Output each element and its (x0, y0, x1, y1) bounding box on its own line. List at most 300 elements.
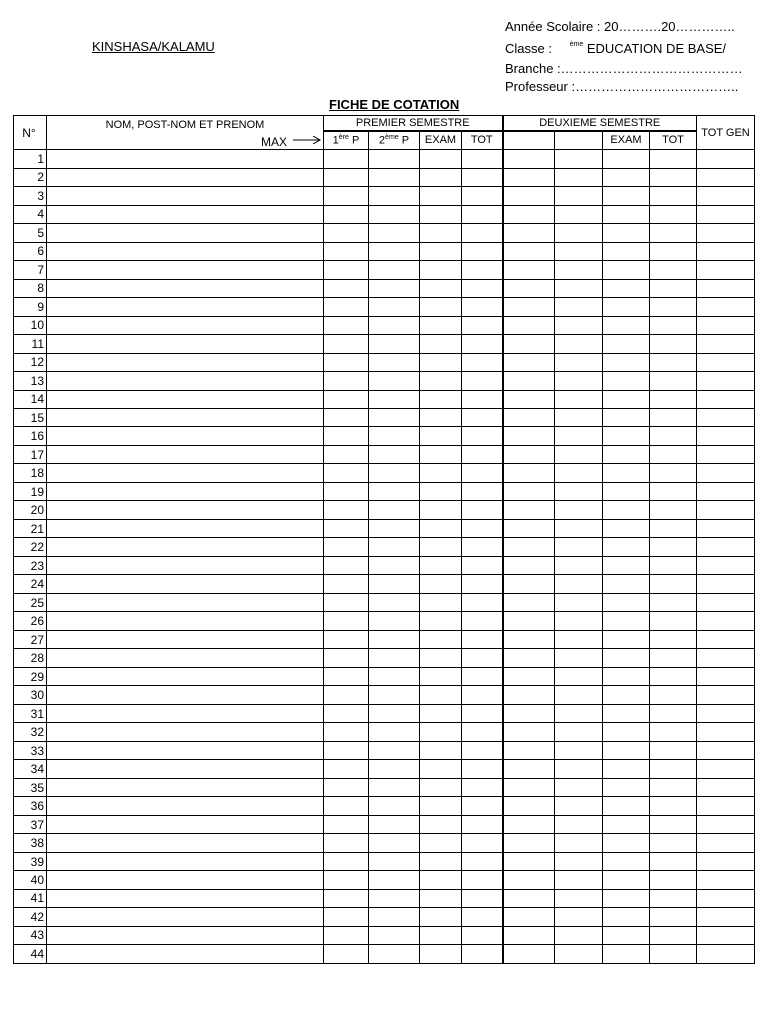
grade-cell[interactable] (555, 445, 603, 464)
grade-cell[interactable] (603, 686, 650, 704)
grade-cell[interactable] (324, 501, 369, 519)
grade-cell[interactable] (462, 205, 503, 223)
grade-cell[interactable] (603, 445, 650, 464)
grade-cell[interactable] (420, 390, 462, 408)
grade-cell[interactable] (420, 908, 462, 926)
grade-cell[interactable] (369, 242, 420, 260)
grade-cell[interactable] (369, 519, 420, 538)
grade-cell[interactable] (369, 871, 420, 889)
student-name-cell[interactable] (47, 686, 324, 704)
grade-cell[interactable] (503, 464, 555, 482)
grade-cell[interactable] (555, 797, 603, 815)
grade-cell[interactable] (603, 908, 650, 926)
grade-cell[interactable] (420, 316, 462, 334)
grade-cell[interactable] (369, 667, 420, 686)
grade-cell[interactable] (369, 316, 420, 334)
grade-cell[interactable] (324, 242, 369, 260)
grade-cell[interactable] (555, 242, 603, 260)
grade-cell[interactable] (369, 353, 420, 371)
grade-cell[interactable] (462, 778, 503, 797)
grade-cell[interactable] (503, 168, 555, 186)
grade-cell[interactable] (555, 408, 603, 427)
grade-cell[interactable] (369, 778, 420, 797)
grade-cell[interactable] (555, 852, 603, 871)
grade-cell[interactable] (603, 390, 650, 408)
grade-cell[interactable] (650, 371, 697, 390)
grade-cell[interactable] (555, 908, 603, 926)
student-name-cell[interactable] (47, 908, 324, 926)
grade-cell[interactable] (555, 390, 603, 408)
student-name-cell[interactable] (47, 575, 324, 593)
grade-cell[interactable] (369, 723, 420, 741)
grade-cell[interactable] (420, 186, 462, 205)
grade-cell[interactable] (503, 297, 555, 316)
grade-cell[interactable] (369, 815, 420, 834)
grade-cell[interactable] (603, 538, 650, 556)
grade-cell[interactable] (324, 186, 369, 205)
grade-cell[interactable] (603, 371, 650, 390)
grade-cell[interactable] (462, 704, 503, 723)
student-name-cell[interactable] (47, 889, 324, 908)
student-name-cell[interactable] (47, 852, 324, 871)
grade-cell[interactable] (697, 223, 755, 242)
grade-cell[interactable] (555, 186, 603, 205)
grade-cell[interactable] (503, 889, 555, 908)
grade-cell[interactable] (420, 205, 462, 223)
grade-cell[interactable] (503, 427, 555, 445)
grade-cell[interactable] (462, 630, 503, 649)
grade-cell[interactable] (503, 334, 555, 353)
grade-cell[interactable] (555, 353, 603, 371)
grade-cell[interactable] (650, 871, 697, 889)
grade-cell[interactable] (369, 593, 420, 612)
grade-cell[interactable] (462, 593, 503, 612)
grade-cell[interactable] (555, 649, 603, 667)
grade-cell[interactable] (650, 519, 697, 538)
grade-cell[interactable] (324, 778, 369, 797)
grade-cell[interactable] (603, 168, 650, 186)
grade-cell[interactable] (420, 371, 462, 390)
student-name-cell[interactable] (47, 205, 324, 223)
grade-cell[interactable] (369, 760, 420, 778)
grade-cell[interactable] (462, 797, 503, 815)
grade-cell[interactable] (503, 205, 555, 223)
grade-cell[interactable] (503, 797, 555, 815)
grade-cell[interactable] (503, 908, 555, 926)
grade-cell[interactable] (555, 482, 603, 501)
grade-cell[interactable] (603, 186, 650, 205)
grade-cell[interactable] (650, 186, 697, 205)
grade-cell[interactable] (697, 538, 755, 556)
grade-cell[interactable] (603, 205, 650, 223)
grade-cell[interactable] (697, 889, 755, 908)
grade-cell[interactable] (697, 519, 755, 538)
grade-cell[interactable] (650, 649, 697, 667)
grade-cell[interactable] (650, 427, 697, 445)
grade-cell[interactable] (697, 242, 755, 260)
grade-cell[interactable] (503, 279, 555, 297)
grade-cell[interactable] (555, 556, 603, 575)
grade-cell[interactable] (369, 279, 420, 297)
grade-cell[interactable] (462, 445, 503, 464)
grade-cell[interactable] (697, 482, 755, 501)
grade-cell[interactable] (369, 649, 420, 667)
grade-cell[interactable] (420, 889, 462, 908)
grade-cell[interactable] (555, 686, 603, 704)
grade-cell[interactable] (369, 834, 420, 852)
grade-cell[interactable] (697, 667, 755, 686)
grade-cell[interactable] (555, 778, 603, 797)
grade-cell[interactable] (503, 945, 555, 963)
grade-cell[interactable] (555, 205, 603, 223)
grade-cell[interactable] (324, 945, 369, 963)
student-name-cell[interactable] (47, 427, 324, 445)
grade-cell[interactable] (462, 908, 503, 926)
grade-cell[interactable] (697, 630, 755, 649)
grade-cell[interactable] (324, 353, 369, 371)
grade-cell[interactable] (697, 575, 755, 593)
grade-cell[interactable] (650, 889, 697, 908)
grade-cell[interactable] (324, 390, 369, 408)
grade-cell[interactable] (324, 926, 369, 945)
grade-cell[interactable] (555, 889, 603, 908)
grade-cell[interactable] (420, 667, 462, 686)
student-name-cell[interactable] (47, 353, 324, 371)
grade-cell[interactable] (697, 408, 755, 427)
grade-cell[interactable] (650, 778, 697, 797)
grade-cell[interactable] (503, 316, 555, 334)
grade-cell[interactable] (462, 353, 503, 371)
student-name-cell[interactable] (47, 723, 324, 741)
grade-cell[interactable] (369, 408, 420, 427)
grade-cell[interactable] (503, 501, 555, 519)
student-name-cell[interactable] (47, 150, 324, 169)
grade-cell[interactable] (503, 649, 555, 667)
grade-cell[interactable] (369, 223, 420, 242)
grade-cell[interactable] (369, 390, 420, 408)
grade-cell[interactable] (369, 186, 420, 205)
grade-cell[interactable] (462, 482, 503, 501)
grade-cell[interactable] (420, 501, 462, 519)
grade-cell[interactable] (462, 612, 503, 630)
grade-cell[interactable] (697, 723, 755, 741)
student-name-cell[interactable] (47, 945, 324, 963)
grade-cell[interactable] (650, 612, 697, 630)
grade-cell[interactable] (650, 353, 697, 371)
grade-cell[interactable] (650, 390, 697, 408)
grade-cell[interactable] (420, 704, 462, 723)
grade-cell[interactable] (462, 242, 503, 260)
grade-cell[interactable] (603, 427, 650, 445)
grade-cell[interactable] (462, 371, 503, 390)
grade-cell[interactable] (369, 852, 420, 871)
grade-cell[interactable] (462, 186, 503, 205)
grade-cell[interactable] (420, 427, 462, 445)
grade-cell[interactable] (697, 445, 755, 464)
grade-cell[interactable] (697, 390, 755, 408)
grade-cell[interactable] (369, 427, 420, 445)
grade-cell[interactable] (503, 852, 555, 871)
grade-cell[interactable] (324, 704, 369, 723)
grade-cell[interactable] (650, 297, 697, 316)
grade-cell[interactable] (462, 408, 503, 427)
grade-cell[interactable] (697, 797, 755, 815)
grade-cell[interactable] (462, 150, 503, 169)
grade-cell[interactable] (420, 593, 462, 612)
grade-cell[interactable] (555, 741, 603, 760)
grade-cell[interactable] (420, 279, 462, 297)
grade-cell[interactable] (420, 353, 462, 371)
grade-cell[interactable] (650, 667, 697, 686)
grade-cell[interactable] (462, 575, 503, 593)
grade-cell[interactable] (697, 501, 755, 519)
student-name-cell[interactable] (47, 760, 324, 778)
grade-cell[interactable] (697, 686, 755, 704)
grade-cell[interactable] (650, 279, 697, 297)
grade-cell[interactable] (555, 279, 603, 297)
grade-cell[interactable] (555, 464, 603, 482)
grade-cell[interactable] (555, 538, 603, 556)
grade-cell[interactable] (462, 852, 503, 871)
grade-cell[interactable] (697, 760, 755, 778)
grade-cell[interactable] (503, 260, 555, 279)
grade-cell[interactable] (462, 815, 503, 834)
grade-cell[interactable] (324, 686, 369, 704)
grade-cell[interactable] (462, 538, 503, 556)
student-name-cell[interactable] (47, 390, 324, 408)
grade-cell[interactable] (555, 150, 603, 169)
grade-cell[interactable] (503, 538, 555, 556)
grade-cell[interactable] (697, 704, 755, 723)
grade-cell[interactable] (462, 834, 503, 852)
grade-cell[interactable] (324, 445, 369, 464)
grade-cell[interactable] (420, 871, 462, 889)
grade-cell[interactable] (650, 168, 697, 186)
grade-cell[interactable] (555, 593, 603, 612)
grade-cell[interactable] (555, 575, 603, 593)
grade-cell[interactable] (503, 612, 555, 630)
grade-cell[interactable] (324, 279, 369, 297)
grade-cell[interactable] (369, 686, 420, 704)
grade-cell[interactable] (503, 686, 555, 704)
grade-cell[interactable] (555, 612, 603, 630)
grade-cell[interactable] (369, 908, 420, 926)
grade-cell[interactable] (324, 519, 369, 538)
grade-cell[interactable] (503, 778, 555, 797)
student-name-cell[interactable] (47, 649, 324, 667)
grade-cell[interactable] (697, 612, 755, 630)
grade-cell[interactable] (603, 926, 650, 945)
student-name-cell[interactable] (47, 371, 324, 390)
grade-cell[interactable] (503, 741, 555, 760)
grade-cell[interactable] (697, 649, 755, 667)
grade-cell[interactable] (650, 723, 697, 741)
grade-cell[interactable] (603, 667, 650, 686)
grade-cell[interactable] (420, 760, 462, 778)
grade-cell[interactable] (420, 445, 462, 464)
grade-cell[interactable] (503, 371, 555, 390)
grade-cell[interactable] (697, 205, 755, 223)
grade-cell[interactable] (650, 205, 697, 223)
grade-cell[interactable] (503, 242, 555, 260)
grade-cell[interactable] (462, 334, 503, 353)
grade-cell[interactable] (555, 168, 603, 186)
grade-cell[interactable] (650, 815, 697, 834)
student-name-cell[interactable] (47, 297, 324, 316)
grade-cell[interactable] (420, 612, 462, 630)
grade-cell[interactable] (603, 612, 650, 630)
student-name-cell[interactable] (47, 926, 324, 945)
grade-cell[interactable] (462, 519, 503, 538)
grade-cell[interactable] (555, 630, 603, 649)
student-name-cell[interactable] (47, 612, 324, 630)
grade-cell[interactable] (324, 593, 369, 612)
grade-cell[interactable] (324, 464, 369, 482)
grade-cell[interactable] (697, 778, 755, 797)
grade-cell[interactable] (503, 556, 555, 575)
grade-cell[interactable] (420, 834, 462, 852)
grade-cell[interactable] (462, 889, 503, 908)
grade-cell[interactable] (369, 260, 420, 279)
grade-cell[interactable] (369, 556, 420, 575)
grade-cell[interactable] (697, 593, 755, 612)
grade-cell[interactable] (324, 649, 369, 667)
grade-cell[interactable] (555, 834, 603, 852)
grade-cell[interactable] (603, 334, 650, 353)
grade-cell[interactable] (650, 242, 697, 260)
grade-cell[interactable] (555, 371, 603, 390)
grade-cell[interactable] (420, 686, 462, 704)
grade-cell[interactable] (462, 501, 503, 519)
student-name-cell[interactable] (47, 815, 324, 834)
grade-cell[interactable] (420, 519, 462, 538)
grade-cell[interactable] (697, 741, 755, 760)
grade-cell[interactable] (503, 760, 555, 778)
grade-cell[interactable] (603, 464, 650, 482)
grade-cell[interactable] (462, 427, 503, 445)
grade-cell[interactable] (324, 297, 369, 316)
grade-cell[interactable] (369, 464, 420, 482)
grade-cell[interactable] (697, 353, 755, 371)
grade-cell[interactable] (324, 834, 369, 852)
grade-cell[interactable] (555, 704, 603, 723)
grade-cell[interactable] (503, 704, 555, 723)
grade-cell[interactable] (324, 427, 369, 445)
grade-cell[interactable] (462, 741, 503, 760)
grade-cell[interactable] (503, 593, 555, 612)
grade-cell[interactable] (650, 945, 697, 963)
grade-cell[interactable] (603, 741, 650, 760)
grade-cell[interactable] (697, 556, 755, 575)
student-name-cell[interactable] (47, 464, 324, 482)
grade-cell[interactable] (555, 815, 603, 834)
grade-cell[interactable] (555, 297, 603, 316)
grade-cell[interactable] (603, 575, 650, 593)
grade-cell[interactable] (462, 390, 503, 408)
grade-cell[interactable] (503, 815, 555, 834)
student-name-cell[interactable] (47, 556, 324, 575)
grade-cell[interactable] (369, 575, 420, 593)
grade-cell[interactable] (697, 926, 755, 945)
grade-cell[interactable] (420, 482, 462, 501)
grade-cell[interactable] (603, 778, 650, 797)
grade-cell[interactable] (324, 168, 369, 186)
grade-cell[interactable] (503, 408, 555, 427)
grade-cell[interactable] (697, 371, 755, 390)
student-name-cell[interactable] (47, 168, 324, 186)
grade-cell[interactable] (697, 168, 755, 186)
grade-cell[interactable] (697, 427, 755, 445)
grade-cell[interactable] (650, 908, 697, 926)
student-name-cell[interactable] (47, 797, 324, 815)
student-name-cell[interactable] (47, 834, 324, 852)
student-name-cell[interactable] (47, 242, 324, 260)
grade-cell[interactable] (324, 852, 369, 871)
student-name-cell[interactable] (47, 667, 324, 686)
grade-cell[interactable] (603, 223, 650, 242)
grade-cell[interactable] (324, 223, 369, 242)
grade-cell[interactable] (462, 667, 503, 686)
grade-cell[interactable] (462, 168, 503, 186)
grade-cell[interactable] (603, 316, 650, 334)
grade-cell[interactable] (555, 501, 603, 519)
student-name-cell[interactable] (47, 316, 324, 334)
grade-cell[interactable] (603, 353, 650, 371)
grade-cell[interactable] (555, 427, 603, 445)
grade-cell[interactable] (555, 760, 603, 778)
grade-cell[interactable] (462, 723, 503, 741)
grade-cell[interactable] (369, 168, 420, 186)
grade-cell[interactable] (603, 408, 650, 427)
grade-cell[interactable] (697, 908, 755, 926)
grade-cell[interactable] (420, 649, 462, 667)
grade-cell[interactable] (324, 630, 369, 649)
grade-cell[interactable] (503, 834, 555, 852)
grade-cell[interactable] (462, 464, 503, 482)
grade-cell[interactable] (324, 741, 369, 760)
grade-cell[interactable] (697, 852, 755, 871)
grade-cell[interactable] (462, 297, 503, 316)
grade-cell[interactable] (420, 630, 462, 649)
grade-cell[interactable] (369, 501, 420, 519)
grade-cell[interactable] (650, 316, 697, 334)
student-name-cell[interactable] (47, 334, 324, 353)
grade-cell[interactable] (603, 482, 650, 501)
grade-cell[interactable] (555, 871, 603, 889)
grade-cell[interactable] (603, 704, 650, 723)
grade-cell[interactable] (697, 316, 755, 334)
grade-cell[interactable] (369, 741, 420, 760)
grade-cell[interactable] (420, 741, 462, 760)
grade-cell[interactable] (369, 445, 420, 464)
grade-cell[interactable] (503, 667, 555, 686)
grade-cell[interactable] (420, 852, 462, 871)
grade-cell[interactable] (369, 945, 420, 963)
grade-cell[interactable] (603, 260, 650, 279)
grade-cell[interactable] (369, 797, 420, 815)
grade-cell[interactable] (369, 630, 420, 649)
grade-cell[interactable] (603, 519, 650, 538)
grade-cell[interactable] (603, 630, 650, 649)
grade-cell[interactable] (324, 908, 369, 926)
grade-cell[interactable] (555, 223, 603, 242)
grade-cell[interactable] (420, 408, 462, 427)
grade-cell[interactable] (324, 260, 369, 279)
grade-cell[interactable] (369, 612, 420, 630)
grade-cell[interactable] (420, 538, 462, 556)
grade-cell[interactable] (697, 260, 755, 279)
grade-cell[interactable] (420, 926, 462, 945)
